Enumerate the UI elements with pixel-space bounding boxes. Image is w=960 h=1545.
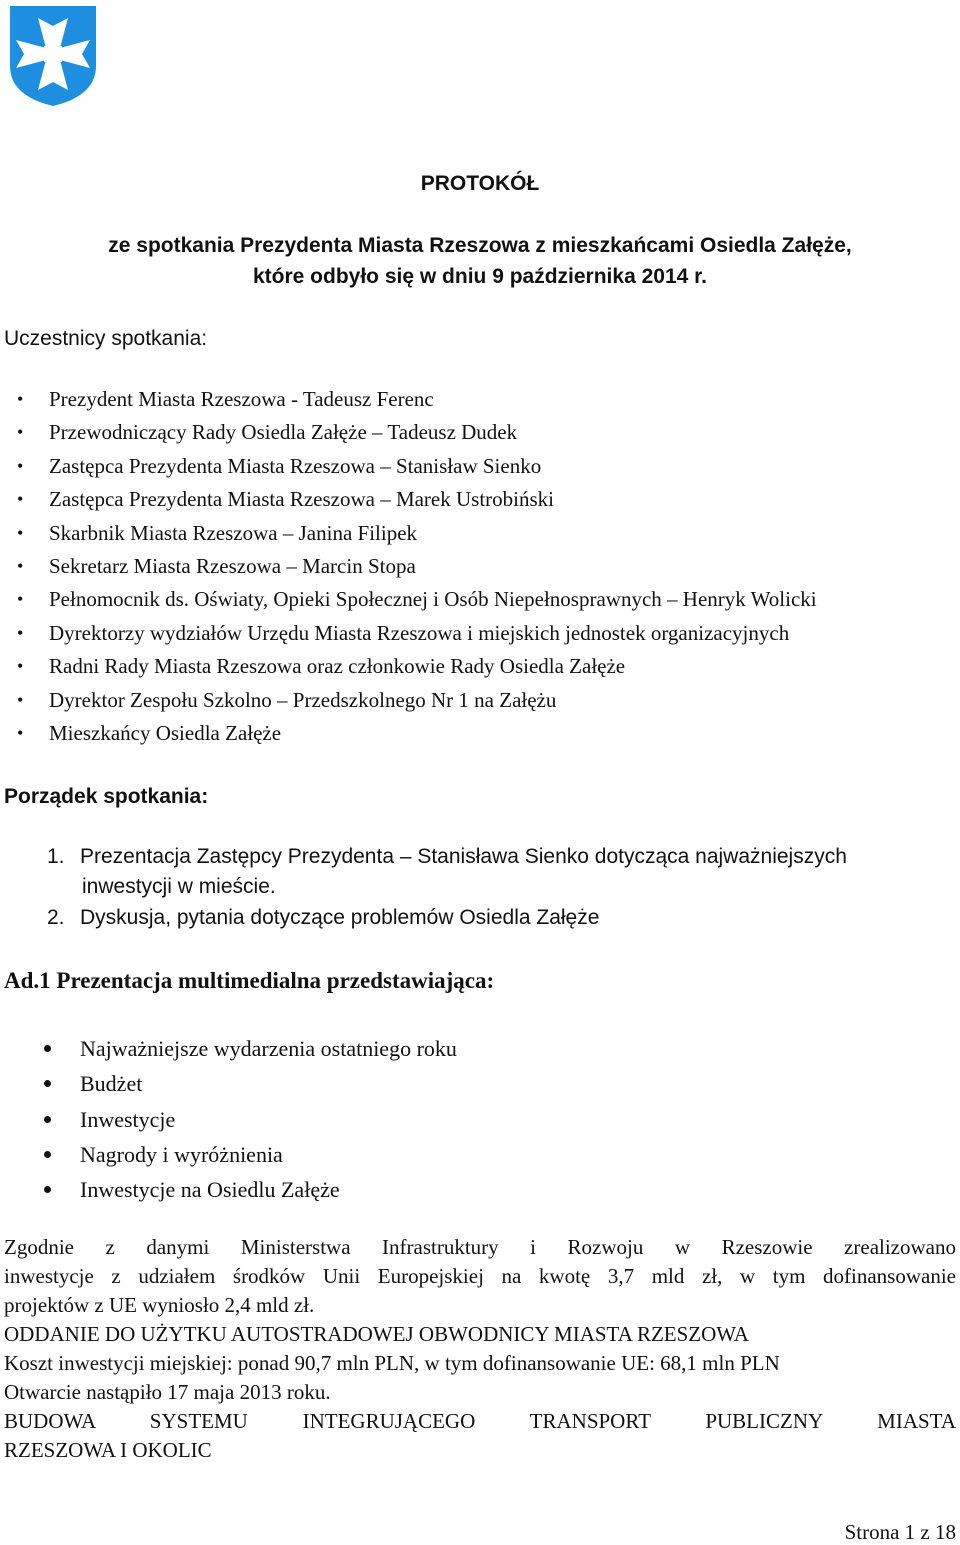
- list-item: Najważniejsze wydarzenia ostatniego roku: [0, 1035, 960, 1070]
- presentation-list: [0, 1035, 960, 1211]
- agenda-item-2: [47, 906, 599, 930]
- list-item: • Zastępca Prezydenta Miasta Rzeszowa – Marek Ustrobiński: [0, 486, 960, 519]
- body-text: [4, 1233, 956, 1465]
- agenda-item-text: Prezentacja Zastępcy Prezydenta – Stanisława Sienko dotycząca najważniejszych: [80, 845, 847, 868]
- paragraph-line: Otwarcie nastąpiło 17 maja 2013 roku.: [4, 1380, 331, 1404]
- list-item: • Skarbnik Miasta Rzeszowa – Janina Filipek: [0, 520, 960, 553]
- page-number: Strona 1 z 18: [844, 1520, 956, 1544]
- agenda-item-number: 1.: [47, 845, 65, 868]
- participants-heading: Uczestnicy spotkania:: [4, 327, 208, 350]
- participants-list: [0, 386, 960, 753]
- paragraph-line: Zgodnie z danymi Ministerstwa Infrastruktury i Rozwoju w Rzeszowie zrealizowano: [4, 1235, 956, 1259]
- list-item: • Dyrektor Zespołu Szkolno – Przedszkolnego Nr 1 na Załężu: [0, 687, 960, 720]
- list-item: • Mieszkańcy Osiedla Załęże: [0, 720, 960, 753]
- section-heading: RZESZOWA I OKOLIC: [4, 1438, 212, 1462]
- paragraph-line: Koszt inwestycji miejskiej: ponad 90,7 mln PLN, w tym dofinansowanie UE: 68,1 mln PLN: [4, 1351, 780, 1375]
- agenda-item-1: [47, 845, 847, 869]
- ad1-heading: Ad.1 Prezentacja multimedialna przedstawiająca:: [4, 968, 495, 993]
- paragraph-line: projektów z UE wyniosło 2,4 mld zł.: [4, 1293, 315, 1317]
- list-item: • Prezydent Miasta Rzeszowa - Tadeusz Ferenc: [0, 386, 960, 419]
- list-item: Inwestycje na Osiedlu Załęże: [0, 1176, 960, 1211]
- list-item: • Zastępca Prezydenta Miasta Rzeszowa – Stanisław Sienko: [0, 453, 960, 486]
- agenda-item-1-continuation: inwestycji w mieście.: [82, 875, 276, 898]
- list-item: Nagrody i wyróżnienia: [0, 1141, 960, 1176]
- list-item: • Pełnomocnik ds. Oświaty, Opieki Społecznej i Osób Niepełnosprawnych – Henryk Wolicki: [0, 586, 960, 619]
- list-item: • Sekretarz Miasta Rzeszowa – Marcin Stopa: [0, 553, 960, 586]
- document-title: PROTOKÓŁ: [420, 172, 540, 195]
- agenda-heading: Porządek spotkania:: [4, 785, 209, 808]
- list-item: Inwestycje: [0, 1106, 960, 1141]
- agenda-item-text: Dyskusja, pytania dotyczące problemów Osiedla Załęże: [80, 906, 600, 929]
- document-subtitle-line1: ze spotkania Prezydenta Miasta Rzeszowa z mieszkańcami Osiedla Załęże,: [108, 234, 852, 257]
- document-subtitle-line2: które odbyło się w dniu 9 października 2014 r.: [253, 265, 707, 288]
- paragraph-line: inwestycje z udziałem środków Unii Europejskiej na kwotę 3,7 mld zł, w tym dofinansowanie: [4, 1264, 956, 1288]
- list-item: • Radni Rady Miasta Rzeszowa oraz członkowie Rady Osiedla Załęże: [0, 653, 960, 686]
- list-item: Budżet: [0, 1070, 960, 1105]
- rzeszow-coat-of-arms-icon: [8, 4, 98, 108]
- section-heading: BUDOWA SYSTEMU INTEGRUJĄCEGO TRANSPORT PUBLICZNY MIASTA: [4, 1409, 956, 1433]
- agenda-item-number: 2.: [47, 906, 65, 929]
- list-item: • Przewodniczący Rady Osiedla Załęże – Tadeusz Dudek: [0, 419, 960, 452]
- list-item: • Dyrektorzy wydziałów Urzędu Miasta Rzeszowa i miejskich jednostek organizacyjnych: [0, 620, 960, 653]
- section-heading: ODDANIE DO UŻYTKU AUTOSTRADOWEJ OBWODNICY MIASTA RZESZOWA: [4, 1322, 749, 1346]
